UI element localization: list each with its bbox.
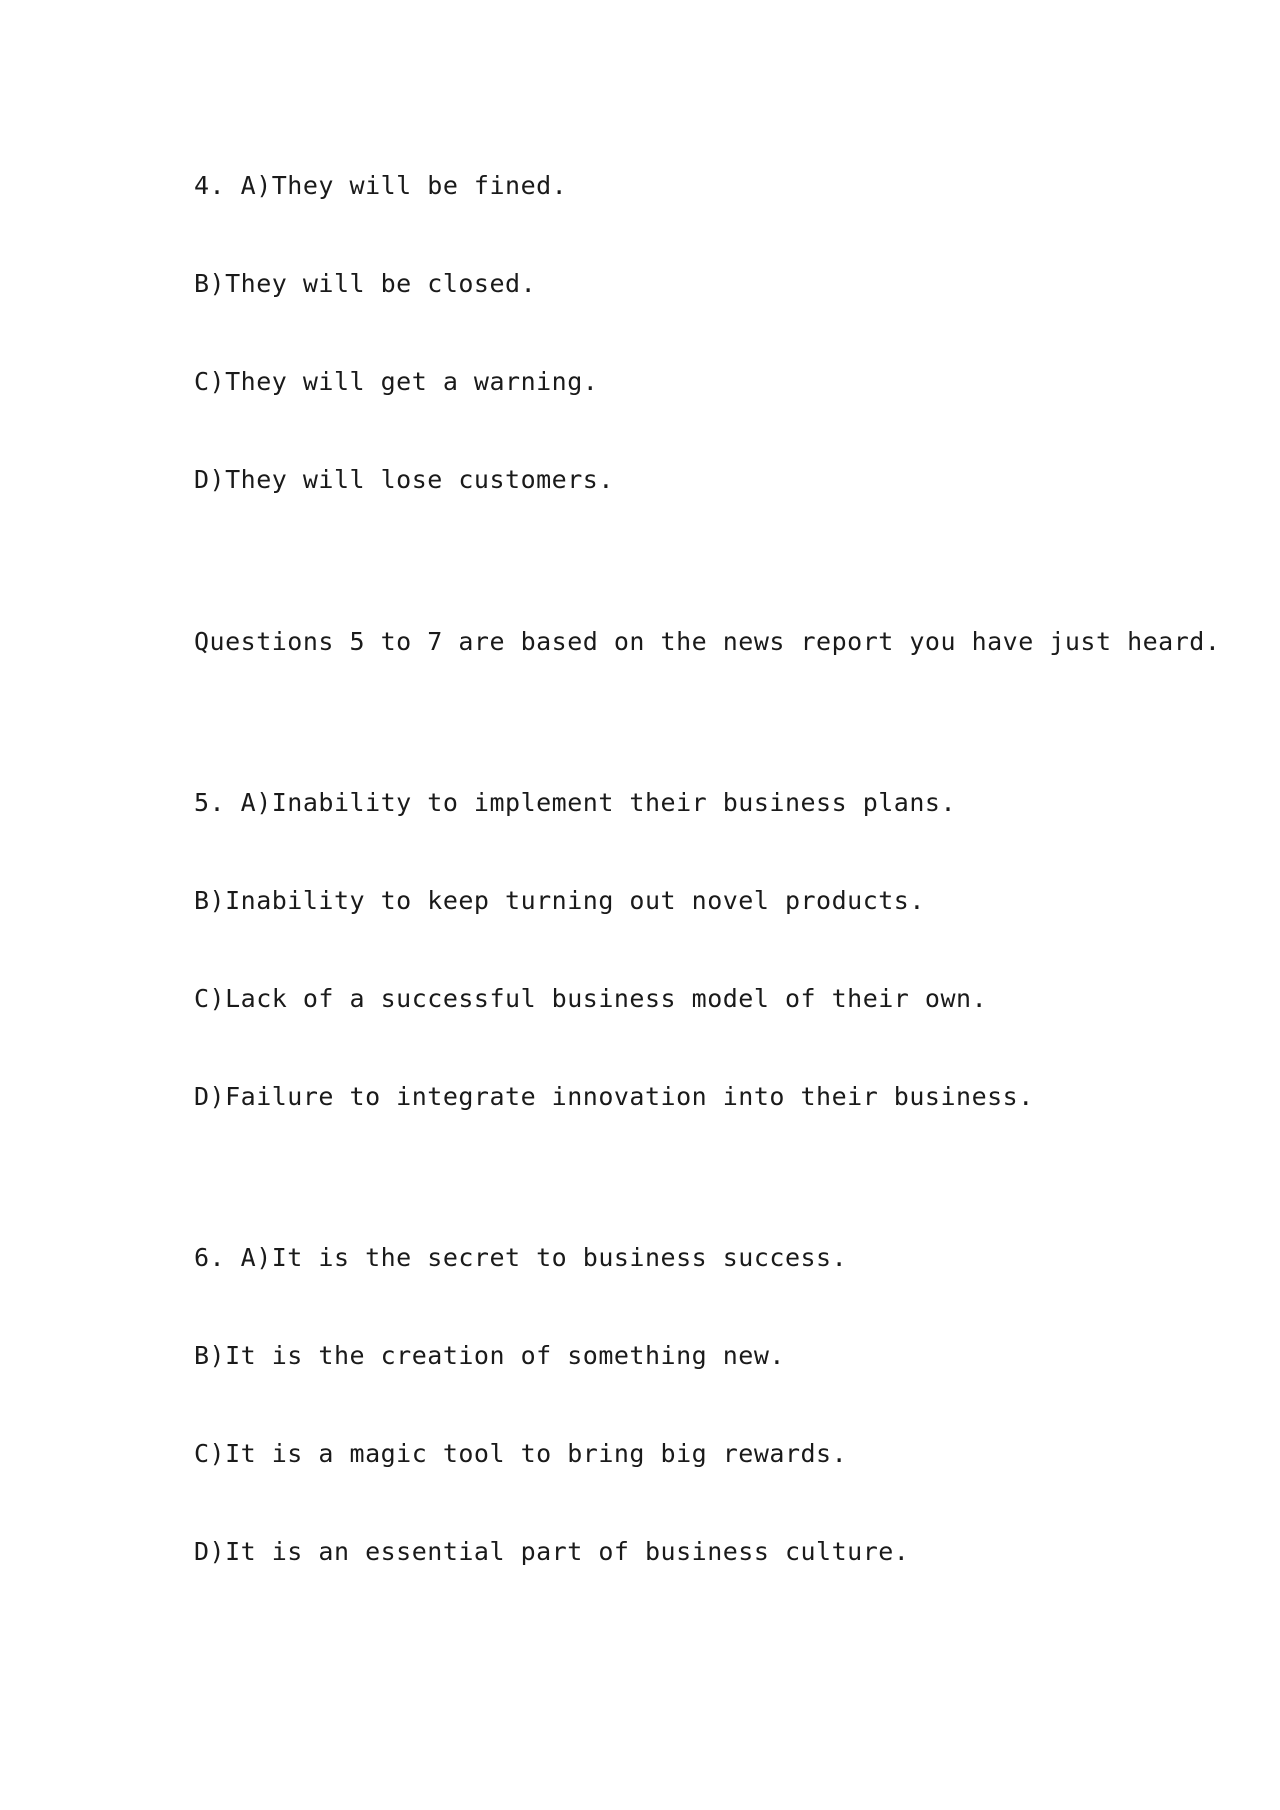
section-intro: Questions 5 to 7 are based on the news report you have just heard. <box>194 627 1221 656</box>
q6-option-a: 6. A)It is the secret to business success. <box>194 1243 848 1272</box>
q6-option-c: C)It is a magic tool to bring big rewards. <box>194 1439 848 1468</box>
q4-option-b: B)They will be closed. <box>194 269 537 298</box>
q5-option-c: C)Lack of a successful business model of their own. <box>194 984 988 1013</box>
q5-option-a: 5. A)Inability to implement their business plans. <box>194 788 957 817</box>
q4-option-a: 4. A)They will be fined. <box>194 171 568 200</box>
q5-option-b: B)Inability to keep turning out novel products. <box>194 886 925 915</box>
q4-option-d: D)They will lose customers. <box>194 465 614 494</box>
q4-option-c: C)They will get a warning. <box>194 367 599 396</box>
q6-option-b: B)It is the creation of something new. <box>194 1341 785 1370</box>
q6-option-d: D)It is an essential part of business culture. <box>194 1537 910 1566</box>
q5-option-d: D)Failure to integrate innovation into their business. <box>194 1082 1034 1111</box>
